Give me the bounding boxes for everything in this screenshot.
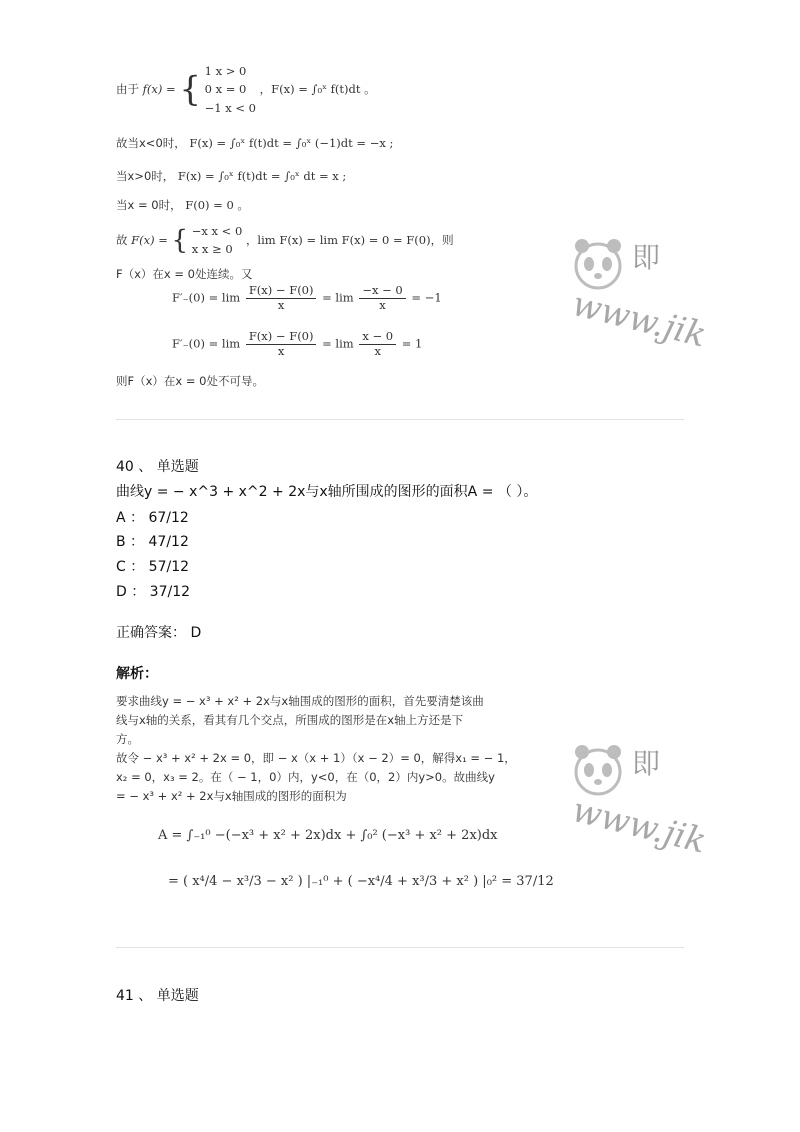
- watermark: [568, 236, 711, 356]
- question-number: 40 、 单选题: [116, 459, 199, 475]
- math-Fx: F(x) =: [131, 232, 168, 247]
- analysis-label: 解析：: [116, 666, 158, 682]
- math-text: F(x) = ∫₀ˣ f(t)dt = ∫₀ˣ (−1)dt = −x ;: [189, 136, 394, 150]
- solution-line-2: [116, 134, 393, 152]
- case-row: −x x < 0: [191, 224, 243, 238]
- case-row: 1 x > 0: [204, 64, 247, 78]
- question-stem: 曲线y = − x^3 + x^2 + 2x与x轴所围成的图形的面积A = （ ）。: [116, 484, 538, 500]
- math-text: F′₋(0) = lim: [172, 336, 241, 351]
- solution-line-4: [116, 196, 249, 214]
- fraction-numerator: x − 0: [359, 330, 396, 345]
- analysis-line: 线与x轴的关系，看其有几个交点，所围成的图形是在x轴上方还是下: [116, 713, 464, 727]
- solution-line-9: 则F（x）在x = 0处不可导。: [116, 374, 264, 388]
- area-formula-2: = ( x⁴/4 − x³/3 − x² ) |₋₁⁰ + ( −x⁴/4 + x³/3 + x² ) |₀² = 37/12: [168, 874, 554, 889]
- solution-line-1: [116, 62, 376, 117]
- math-text: ，F(x) = ∫₀ˣ f(t)dt 。: [259, 82, 376, 97]
- math-text: = −1: [411, 290, 442, 305]
- math-text: ，lim F(x) = lim F(x) = 0 = F(0)，则: [245, 232, 454, 247]
- question-number: 41 、 单选题: [116, 988, 199, 1004]
- case-row: x x ≥ 0: [191, 242, 233, 257]
- solution-text: 故当x<0时，: [116, 136, 186, 150]
- solution-line-3: [116, 167, 346, 185]
- fraction: [359, 284, 405, 313]
- area-formula-1: A = ∫₋₁⁰ −(−x³ + x² + 2x)dx + ∫₀² (−x³ + x² + 2x)dx: [158, 828, 498, 843]
- option-c: C ： 57/12: [116, 559, 190, 575]
- analysis-line: x₂ = 0，x₃ = 2。在（ − 1，0）内，y<0，在（0，2）内y>0。故曲线y: [116, 770, 495, 784]
- fraction-numerator: F(x) − F(0): [246, 284, 317, 299]
- watermark-text: 即: [632, 747, 661, 780]
- cases-block: [205, 62, 256, 117]
- math-text: F(0) = 0 。: [185, 198, 249, 212]
- watermark-url: www.jik: [568, 790, 711, 862]
- case-row: 0 x = 0: [204, 82, 247, 97]
- divider: [116, 947, 684, 948]
- math-text: = 1: [401, 336, 423, 351]
- analysis-text: [116, 692, 516, 806]
- math-text: F(x) = ∫₀ˣ f(t)dt = ∫₀ˣ dt = x ;: [177, 169, 347, 183]
- analysis-line: 方。: [116, 732, 139, 746]
- fraction: [246, 284, 317, 313]
- math-text: = lim: [322, 290, 354, 305]
- fraction-denominator: x: [277, 343, 285, 358]
- solution-line-8: [172, 330, 422, 359]
- watermark-url: www.jik: [568, 284, 711, 356]
- divider: [116, 419, 684, 420]
- analysis-line: 故令 − x³ + x² + 2x = 0，即 − x（x + 1）（x − 2）= 0，解得x₁ = − 1，: [116, 751, 516, 765]
- solution-text: 故: [116, 232, 128, 247]
- analysis-line: = − x³ + x² + 2x与x轴围成的图形的面积为: [116, 789, 347, 803]
- watermark: [568, 742, 711, 862]
- brace: {: [171, 225, 189, 256]
- fraction-denominator: x: [277, 297, 285, 312]
- analysis-line: 要求曲线y = − x³ + x² + 2x与x轴围成的图形的面积，首先要清楚该曲: [116, 694, 484, 708]
- option-a: A ： 67/12: [116, 510, 189, 526]
- fraction-denominator: x: [374, 343, 381, 358]
- brace: {: [179, 69, 201, 110]
- option-d: D ： 37/12: [116, 584, 191, 600]
- fraction: [246, 330, 317, 359]
- fraction-numerator: −x − 0: [359, 284, 405, 299]
- solution-text: 当x = 0时，: [116, 198, 182, 212]
- math-fx: f(x) =: [142, 82, 176, 97]
- solution-text: 当x>0时，: [116, 169, 175, 183]
- solution-line-5: [116, 222, 454, 259]
- math-text: F′₋(0) = lim: [172, 290, 241, 305]
- solution-line-6: F（x）在x = 0处连续。又: [116, 267, 253, 281]
- case-row: −1 x < 0: [204, 100, 256, 115]
- fraction-denominator: x: [379, 297, 386, 312]
- correct-answer: 正确答案： D: [116, 625, 202, 641]
- math-text: = lim: [322, 336, 354, 351]
- solution-text: 由于: [116, 82, 139, 97]
- option-b: B ： 47/12: [116, 534, 189, 550]
- fraction: [359, 330, 396, 359]
- watermark-text: 即: [632, 241, 661, 274]
- solution-line-7: [172, 284, 442, 313]
- fraction-numerator: F(x) − F(0): [246, 330, 317, 345]
- cases-block: [192, 222, 243, 259]
